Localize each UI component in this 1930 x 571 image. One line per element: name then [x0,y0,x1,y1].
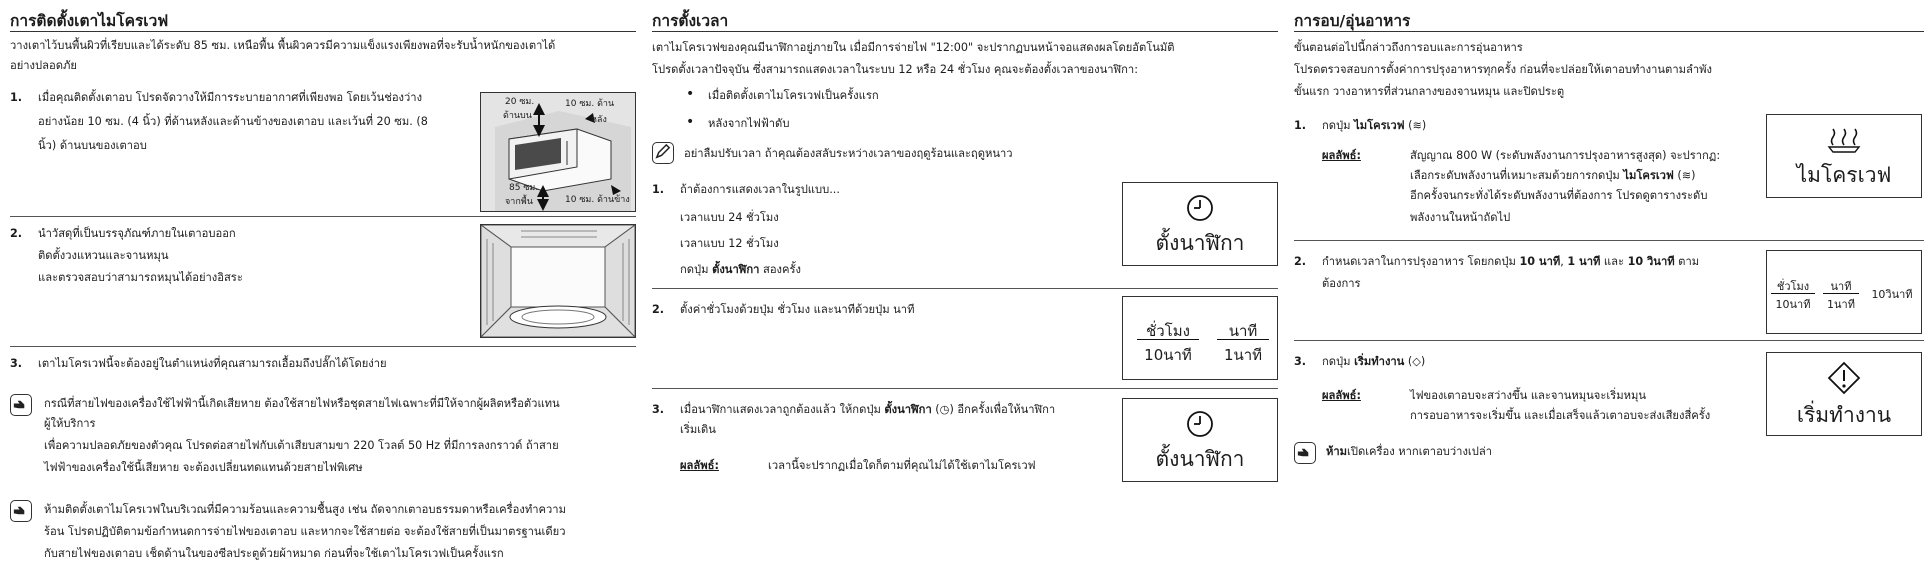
step-number: 3. [10,357,23,370]
start-diamond-icon: ◇ [1412,355,1421,368]
result-label: ผลลัพธ์: [1322,149,1361,162]
seconds-key-label: 10วินาที [1871,288,1913,301]
note-text: ผู้ให้บริการ [44,417,96,430]
clearance-floor-label: จากพื้น [505,197,533,207]
title-rule [10,31,636,32]
step-number: 1. [1294,119,1307,132]
step-text: และตรวจสอบว่าสามารถหมุนได้อย่างอิสระ [38,271,243,284]
result-text: เวลานี้จะปรากฏเมื่อใดก็ตามที่คุณไม่ได้ใช้เตาไมโครเวฟ [768,459,1036,472]
title-rule [1294,31,1924,32]
note-text: ไฟฟ้าของเครื่องใช้นี้เสียหาย จะต้องเปลี่ยนทดแทนด้วยสายไฟพิเศษ [44,461,363,474]
section-title: การอบ/อุ่นอาหาร [1294,12,1411,30]
tip-text: อย่าลืมปรับเวลา ถ้าคุณต้องสลับระหว่างเวลาของฤดูร้อนและฤดูหนาว [684,147,1013,160]
step-text: กดปุ่ม ตั้งนาฬิกา สองครั้ง [680,263,801,276]
step-number: 3. [652,403,665,416]
intro-line: ขั้นตอนต่อไปนี้กล่าวถึงการอบและการอุ่นอาหาร [1294,41,1523,54]
clock-icon [1185,193,1215,223]
step-number: 1. [10,91,23,104]
start-label: เริ่มทำงาน [1796,403,1892,427]
microwave-icon: ≋ [1681,169,1692,182]
turntable-figure [480,224,636,338]
microwave-button-display [1766,114,1922,198]
step-text: เมื่อคุณติดตั้งเตาอบ โปรดจัดวางให้มีการระบายอากาศที่เพียงพอ โดยเว้นช่องว่าง [38,91,423,104]
step-number: 3. [1294,355,1307,368]
hour-key-label: ชั่วโมง [1776,280,1810,293]
minute-key-label: นาที [1228,322,1258,340]
warning-text: ห้ามเปิดเครื่อง หากเตาอบว่างเปล่า [1326,445,1492,458]
divider [10,346,636,347]
clearance-figure [480,92,636,212]
minute-key-label: นาที [1830,280,1852,293]
intro-line: โปรดตรวจสอบการตั้งค่าการปรุงอาหารทุกครั้ง ก่อนที่จะปล่อยให้เตาอบทำงานตามลำพัง [1294,63,1712,76]
hour-key-sub: 10นาที [1144,346,1192,364]
start-diamond-icon [1827,361,1861,395]
clock-label: ตั้งนาฬิกา [1155,447,1245,471]
clearance-back-label: หลัง [591,115,607,125]
note-text: เพื่อความปลอดภัยของตัวคุณ โปรดต่อสายไฟกับเต้าเสียบสามขา 220 โวลต์ 50 Hz ที่มีการลงกราวด์ ถ้าสาย [44,439,559,452]
clock-button-display [1122,182,1278,266]
intro-line: เตาไมโครเวฟของคุณมีนาฬิกาอยู่ภายใน เมื่อมีการจ่ายไฟ "12:00" จะปรากฏบนหน้าจอแสดงผลโดยอัตโนมัติ [652,41,1175,54]
result-text: พลังงานในหน้าถัดไป [1410,211,1511,224]
microwave-icon: ≋ [1412,119,1422,132]
intro-line: วางเตาไว้บนพื้นผิวที่เรียบและได้ระดับ 85 ซม. เหนือพื้น พื้นผิวควรมีความแข็งแรงเพียงพอที่จะรับน้ำหนักของเตาได้ [10,39,556,52]
step-text: เวลาแบบ 12 ชั่วโมง [680,237,779,250]
minute-key-rule [1823,293,1859,294]
clearance-top-label: 20 ซม. [505,97,535,107]
pencil-note-icon [652,142,674,164]
divider [652,288,1278,289]
step-text: กดปุ่ม ไมโครเวฟ (≋) [1322,119,1427,132]
result-text: การอบอาหารจะเริ่มขึ้น และเมื่อเสร็จแล้วเตาอบจะส่งเสียงสี่ครั้ง [1410,409,1711,422]
bullet-dot: • [686,86,695,102]
step-text: ถ้าต้องการแสดงเวลาในรูปแบบ... [680,183,840,196]
bullet-text: หลังจากไฟฟ้าดับ [708,117,790,130]
step-text: เวลาแบบ 24 ชั่วโมง [680,211,779,224]
minute-key-sub: 1นาที [1827,298,1855,311]
oven-interior-drawing [481,225,635,337]
note-text: ห้ามติดตั้งเตาไมโครเวฟในบริเวณที่มีความร้อนและความชื้นสูง เช่น ถัดจากเตาอบธรรมดาหรือเครื่องทำความ [44,503,566,516]
result-text: สัญญาณ 800 W (ระดับพลังงานการปรุงอาหารสูงสุด) จะปรากฏ: [1410,149,1721,162]
hour-key-label: ชั่วโมง [1146,322,1190,340]
step-number: 2. [652,303,665,316]
step-text: ตั้งค่าชั่วโมงด้วยปุ่ม ชั่วโมง และนาทีด้วยปุ่ม นาที [680,303,915,316]
note-text: กับสายไฟของเตาอบ เช็ดด้านในของซีลประตูด้วยผ้าหมาด ก่อนที่จะใช้เตาไมโครเวฟเป็นครั้งแรก [44,547,504,560]
time-keys-display [1766,250,1922,334]
cooking-section [1294,0,1924,571]
clearance-back-label: 10 ซม. ด้าน [565,99,615,109]
step-text: เมื่อนาฬิกาแสดงเวลาถูกต้องแล้ว ให้กดปุ่ม ตั้งนาฬิกา (◷) อีกครั้งเพื่อให้นาฬิกา [680,403,1056,416]
minute-key-rule [1217,339,1269,340]
clearance-top-label: ด้านบน [503,111,532,121]
divider [652,388,1278,389]
intro-line: โปรดตั้งเวลาปัจจุบัน ซึ่งสามารถแสดงเวลาในระบบ 12 หรือ 24 ชั่วโมง คุณจะต้องตั้งเวลาของนาฬิกา: [652,63,1138,76]
hour-key-rule [1771,293,1815,294]
step-text: เริ่มเดิน [680,423,716,436]
step-text: อย่างน้อย 10 ซม. (4 นิ้ว) ที่ด้านหลังและด้านข้างของเตาอบ และเว้นที่ 20 ซม. (8 [38,115,428,128]
intro-line: อย่างปลอดภัย [10,59,77,72]
clearance-side-label: 10 ซม. ด้านข้าง [565,195,630,205]
divider [1294,240,1924,241]
hand-pointer-icon [10,500,32,522]
hand-pointer-icon [1294,442,1316,464]
microwave-wave-icon [1827,125,1861,153]
section-title: การติดตั้งเตาไมโครเวฟ [10,12,169,30]
section-title: การตั้งเวลา [652,12,729,30]
result-text: เลือกระดับพลังงานที่เหมาะสมด้วยการกดปุ่ม ไมโครเวฟ (≋) [1410,169,1696,182]
title-rule [652,31,1278,32]
step-text: กดปุ่ม เริ่มทำงาน (◇) [1322,355,1426,368]
clock-button-display [1122,398,1278,482]
step-text: นำวัสดุที่เป็นบรรจุภัณฑ์ภายในเตาอบออก [38,227,236,240]
installation-section [10,0,636,571]
step-number: 2. [1294,255,1307,268]
note-text: กรณีที่สายไฟของเครื่องใช้ไฟฟ้านี้เกิดเสียหาย ต้องใช้สายไฟหรือชุดสายไฟเฉพาะที่มีให้จากผู้ผลิตหรือตัวแทน [44,397,560,410]
divider [1294,340,1924,341]
hour-key-sub: 10นาที [1775,298,1811,311]
intro-line: ขั้นแรก วางอาหารที่ส่วนกลางของจานหมุน และปิดประตู [1294,85,1565,98]
step-text: ต้องการ [1322,277,1361,290]
clearance-floor-label: 85 ซม. [509,183,539,193]
bullet-dot: • [686,114,695,130]
microwave-label: ไมโครเวฟ [1796,163,1892,187]
clock-setting-section [652,0,1278,571]
clock-icon: ◷ [939,403,950,416]
hand-pointer-icon [10,394,32,416]
step-text: นิ้ว) ด้านบนของเตาอบ [38,139,147,152]
result-text: ไฟของเตาอบจะสว่างขึ้น และจานหมุนจะเริ่มหมุน [1410,389,1646,402]
result-label: ผลลัพธ์: [680,459,719,472]
bullet-text: เมื่อติดตั้งเตาไมโครเวฟเป็นครั้งแรก [708,89,879,102]
hour-minute-buttons [1122,296,1278,380]
hour-key-rule [1137,339,1199,340]
step-text: กำหนดเวลาในการปรุงอาหาร โดยกดปุ่ม 10 นาที, 1 นาที และ 10 วินาที ตาม [1322,255,1700,268]
step-text: ติดตั้งวงแหวนและจานหมุน [38,249,169,262]
result-label: ผลลัพธ์: [1322,389,1361,402]
result-text: อีกครั้งจนกระทั่งได้ระดับพลังงานที่ต้องการ โปรดดูตารางระดับ [1410,189,1708,202]
minute-key-sub: 1นาที [1223,346,1263,364]
divider [10,216,636,217]
clock-label: ตั้งนาฬิกา [1155,231,1245,255]
clock-icon [1185,409,1215,439]
step-number: 1. [652,183,665,196]
start-button-display [1766,352,1922,436]
note-text: ร้อน โปรดปฏิบัติตามข้อกำหนดการจ่ายไฟของเตาอบ และหากจะใช้สายต่อ จะต้องใช้สายที่เป็นมาตรฐานเดียว [44,525,566,538]
step-number: 2. [10,227,23,240]
step-text: เตาไมโครเวฟนี้จะต้องอยู่ในตำแหน่งที่คุณสามารถเอื้อมถึงปลั๊กได้โดยง่าย [38,357,387,370]
